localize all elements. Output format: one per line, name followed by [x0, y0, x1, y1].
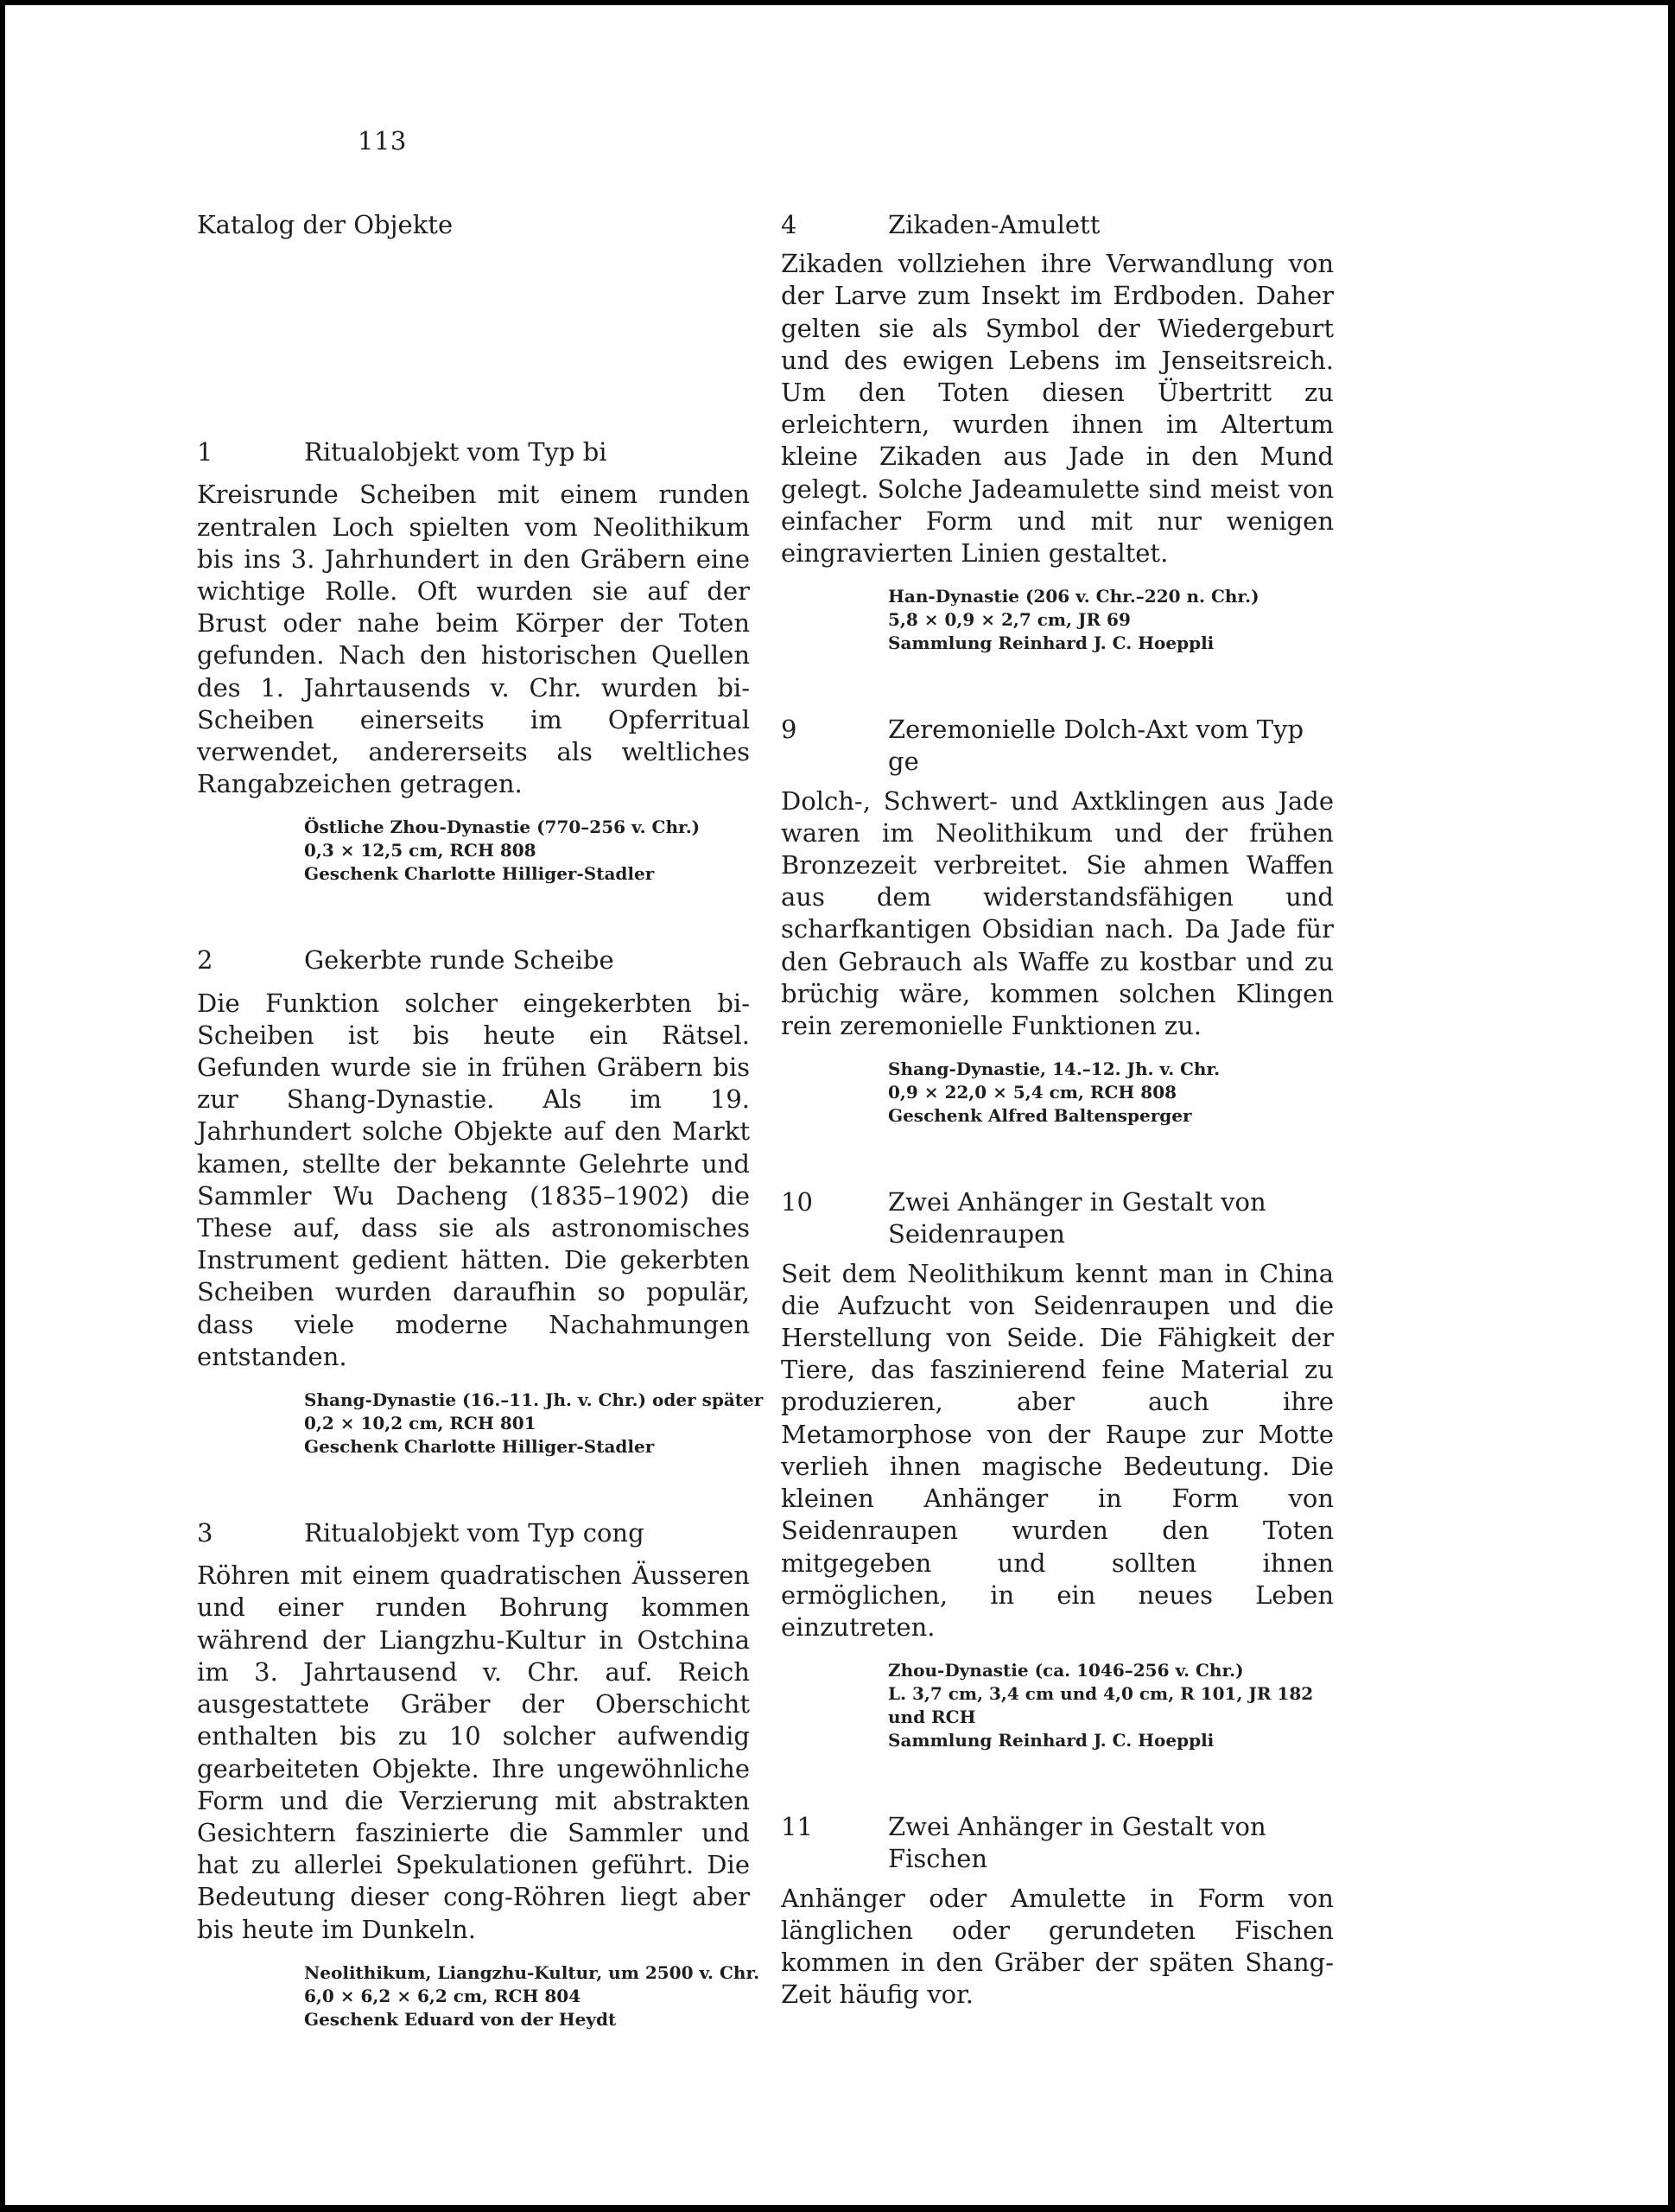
entry-text: Röhren mit einem quadratischen Äusseren und einer runden Bohrung kommen während der Liangzhu-Kultur in Ostchina im 3. Jahrtausend v. Chr. auf. Reich ausgestattete Gräber der Oberschicht enthalten bis zu 10 solcher aufwendig gearbeiteten Objekte. Ihre ungewöhnliche Form und die Verzierung mit abstrakten Gesichtern faszinierte die Sammler und hat zu allerlei Spekulationen geführt. Die Bedeutung dieser cong-Röhren liegt aber bis heute im Dunkeln. [197, 1560, 750, 1944]
entry-title: Ritualobjekt vom Typ cong [304, 1518, 644, 1548]
caption-line: 5,8 × 0,9 × 2,7 cm, JR 69 [888, 609, 1131, 631]
caption-line: Shang-Dynastie, 14.–12. Jh. v. Chr. [888, 1058, 1221, 1080]
entry-title: Zeremonielle Dolch-Axt vom Typ ge [888, 715, 1304, 777]
catalog-entry [197, 1517, 760, 2031]
right-column [781, 209, 1334, 2011]
entry-number: 9 [781, 715, 797, 745]
section-title: Katalog der Objekte [197, 210, 454, 239]
entry-number: 3 [197, 1518, 213, 1548]
caption-line: 0,3 × 12,5 cm, RCH 808 [304, 840, 536, 861]
catalog-entry [781, 209, 1334, 655]
entry-title: Zwei Anhänger in Gestalt von Seidenraupen [888, 1187, 1266, 1249]
caption-line: L. 3,7 cm, 3,4 cm und 4,0 cm, R 101, JR 182 [888, 1683, 1314, 1705]
entry-heading [197, 1517, 750, 1549]
entry-number: 11 [781, 1812, 813, 1842]
catalog-entry [197, 944, 764, 1459]
entry-title: Zikaden-Amulett [888, 210, 1101, 239]
entry-text: Die Funktion solcher eingekerbten bi-Scheiben ist bis heute ein Rätsel. Gefunden wurde sie in frühen Gräbern bis zur Shang-Dynastie. Als im 19. Jahrhundert solche Objekte auf den Markt kamen, stellte der bekannte Gelehrte und Sammler Wu Dacheng (1835–1902) die These auf, dass sie als astronomisches Instrument gedient hätten. Die gekerbten Scheiben wurden daraufhin so populär, dass viele moderne Nachahmungen entstanden. [197, 988, 750, 1371]
entry-text: Anhänger oder Amulette in Form von länglichen oder gerundeten Fischen kommen in den Gräber der späten Shang-Zeit häufig vor. [781, 1883, 1334, 2010]
entry-caption [304, 1389, 764, 1459]
entry-caption [888, 585, 1334, 655]
entry-heading [781, 209, 1334, 241]
entry-heading [781, 1811, 1334, 1875]
caption-line: und RCH [888, 1707, 976, 1728]
entry-number: 2 [197, 945, 213, 976]
entry-heading [781, 1186, 1334, 1250]
entry-number: 4 [781, 210, 797, 239]
catalog-entry [197, 436, 750, 886]
entry-text: Seit dem Neolithikum kennt man in China die Aufzucht von Seidenraupen und die Herstellung von Seide. Die Fähigkeit der Tiere, das faszinierend feine Material zu produzieren, aber auch ihre Metamorphose von der Raupe zur Motte verlieh ihnen magische Bedeutung. Die kleinen Anhänger in Form von Seidenraupen wurden den Toten mitgegeben und sollten ihnen ermöglichen, in ein neues Leben einzutreten. [781, 1258, 1334, 1642]
entry-caption [304, 816, 750, 886]
entry-number: 10 [781, 1187, 813, 1217]
entry-title: Zwei Anhänger in Gestalt von Fischen [888, 1812, 1266, 1874]
entry-heading [197, 436, 750, 468]
caption-line: Östliche Zhou-Dynastie (770–256 v. Chr.) [304, 817, 701, 838]
caption-line: 6,0 × 6,2 × 6,2 cm, RCH 804 [304, 1985, 581, 2006]
entry-caption [888, 1659, 1334, 1752]
caption-line: Sammlung Reinhard J. C. Hoeppli [888, 1730, 1215, 1751]
left-column [197, 209, 764, 2031]
entry-text: Kreisrunde Scheiben mit einem runden zentralen Loch spielten vom Neolithikum bis ins 3. Jahrhundert in den Gräbern eine wichtige Rolle. Oft wurden sie auf der Brust oder nahe beim Körper der Toten gefunden. Nach den historischen Quellen des 1. Jahrtausends v. Chr. wurden bi-Scheiben einerseits im Opferritual verwendet, andererseits als weltliches Rangabzeichen getragen. [197, 480, 750, 799]
entry-heading [781, 714, 1334, 778]
caption-line: Shang-Dynastie (16.–11. Jh. v. Chr.) oder später [304, 1389, 764, 1411]
catalog-entry [781, 1186, 1334, 1752]
catalog-entry [781, 714, 1334, 1128]
document-page [5, 5, 1668, 2205]
entry-text: Dolch-, Schwert- und Axtklingen aus Jade waren im Neolithikum und der frühen Bronzezeit verbreitet. Sie ahmen Waffen aus dem widerstandsfähigen und scharfkantigen Obsidian nach. Da Jade für den Gebrauch als Waffe zu kostbar und zu brüchig wäre, kommen solchen Klingen rein zeremonielle Funktionen zu. [781, 785, 1334, 1041]
caption-line: Zhou-Dynastie (ca. 1046–256 v. Chr.) [888, 1660, 1244, 1681]
entry-number: 1 [197, 437, 213, 467]
caption-line: Geschenk Alfred Baltensperger [888, 1105, 1192, 1127]
entry-text: Zikaden vollziehen ihre Verwandlung von der Larve zum Insekt im Erdboden. Daher gelten sie als Symbol der Wiedergeburt und des ewigen Lebens im Jenseitsreich. Um den Toten diesen Übertritt zu erleichtern, wurden ihnen im Altertum kleine Zikaden aus Jade in den Mund gelegt. Solche Jadeamulette sind meist von einfacher Form und mit nur wenigen eingravierten Linien gestaltet. [781, 249, 1334, 569]
entry-title: Gekerbte runde Scheibe [304, 945, 614, 976]
entry-title: Ritualobjekt vom Typ bi [304, 437, 607, 467]
caption-line: Geschenk Charlotte Hilliger-Stadler [304, 1436, 655, 1458]
catalog-entry [781, 1811, 1334, 2011]
entry-caption [304, 1961, 760, 2031]
page-number: 113 [358, 126, 407, 156]
entry-heading [197, 944, 750, 976]
caption-line: Geschenk Eduard von der Heydt [304, 2008, 617, 2030]
caption-line: 0,2 × 10,2 cm, RCH 801 [304, 1413, 536, 1434]
caption-line: Geschenk Charlotte Hilliger-Stadler [304, 863, 655, 885]
caption-line: 0,9 × 22,0 × 5,4 cm, RCH 808 [888, 1082, 1177, 1103]
caption-line: Sammlung Reinhard J. C. Hoeppli [888, 632, 1215, 654]
caption-line: Han-Dynastie (206 v. Chr.–220 n. Chr.) [888, 586, 1259, 607]
entry-caption [888, 1058, 1334, 1128]
caption-line: Neolithikum, Liangzhu-Kultur, um 2500 v. Chr. [304, 1961, 760, 1983]
